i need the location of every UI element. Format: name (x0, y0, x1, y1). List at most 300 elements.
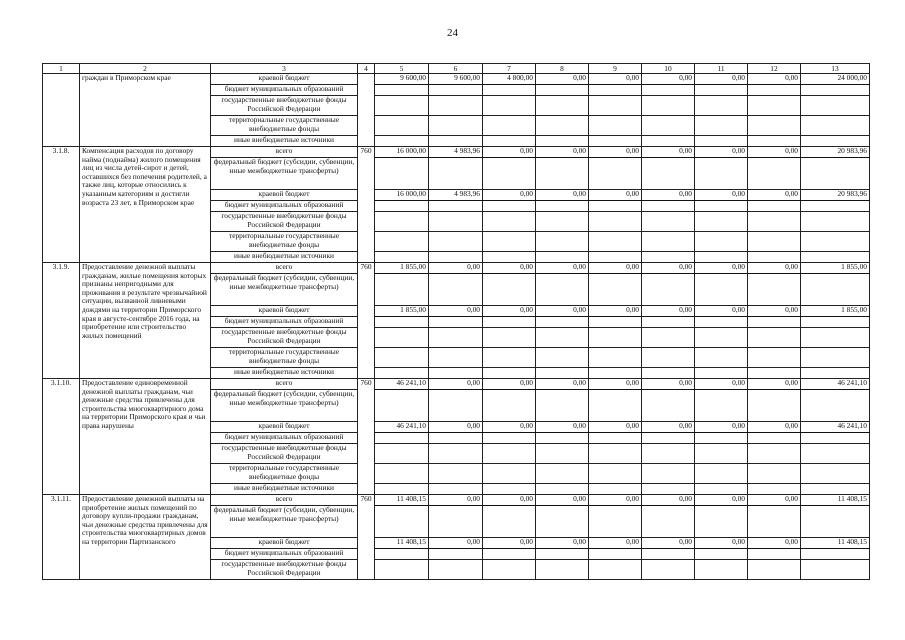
amount-cell (536, 96, 589, 116)
amount-cell: 0,00 (642, 190, 695, 201)
amount-cell: 0,00 (642, 495, 695, 506)
item-description: Предоставление денежной выплаты гражданам, жилые помещения которых признаны непригодными для проживания в результате чрезвычайной ситуации, вызванной ливневыми дождями на территории Приморского края в августе-сентябре 2016 года, на приобретение или строительство жилых помещений (80, 263, 211, 379)
amount-cell: 0,00 (748, 190, 801, 201)
amount-cell: 0,00 (483, 263, 536, 274)
amount-cell (483, 328, 536, 348)
grbs-code: 760 (358, 379, 375, 495)
amount-cell (801, 506, 870, 538)
column-number: 10 (642, 64, 695, 74)
table-row (43, 495, 870, 506)
amount-cell: 0,00 (748, 263, 801, 274)
amount-cell (801, 85, 870, 96)
funding-source: краевой бюджет (211, 306, 358, 317)
amount-cell (536, 317, 589, 328)
amount-cell (375, 484, 429, 495)
amount-cell (801, 390, 870, 422)
amount-cell (375, 85, 429, 96)
amount-cell: 0,00 (483, 495, 536, 506)
amount-cell (429, 368, 483, 379)
amount-cell (483, 136, 536, 147)
amount-cell (801, 348, 870, 368)
amount-cell (801, 201, 870, 212)
amount-cell (748, 212, 801, 232)
column-number: 12 (748, 64, 801, 74)
amount-cell: 0,00 (589, 495, 642, 506)
amount-cell (589, 201, 642, 212)
amount-cell (483, 549, 536, 560)
amount-cell: 16 000,00 (375, 190, 429, 201)
item-description: Компенсация расходов по договору найма (поднайма) жилого помещения лиц из числа детей-сирот и детей, оставшихся без попечения родителей, а также лиц, которые относились к указанным категориям и достигли возраста 23 лет, в Приморском крае (80, 147, 211, 263)
amount-cell: 0,00 (429, 306, 483, 317)
amount-cell: 46 241,10 (375, 422, 429, 433)
amount-cell: 0,00 (642, 306, 695, 317)
item-code: 3.1.10. (43, 379, 80, 495)
column-number: 11 (695, 64, 748, 74)
amount-cell (483, 390, 536, 422)
amount-cell: 0,00 (536, 147, 589, 158)
amount-cell (536, 464, 589, 484)
amount-cell: 1 855,00 (801, 306, 870, 317)
funding-source: территориальные государственные внебюджетные фонды (211, 116, 358, 136)
amount-cell (642, 464, 695, 484)
funding-source: иные внебюджетные источники (211, 368, 358, 379)
amount-cell (695, 506, 748, 538)
amount-cell (748, 328, 801, 348)
column-number: 3 (211, 64, 358, 74)
amount-cell (642, 252, 695, 263)
amount-cell (801, 444, 870, 464)
amount-cell (695, 201, 748, 212)
amount-cell (483, 317, 536, 328)
amount-cell (748, 201, 801, 212)
amount-cell: 0,00 (695, 379, 748, 390)
amount-cell (748, 274, 801, 306)
column-number: 4 (358, 64, 375, 74)
amount-cell (642, 506, 695, 538)
amount-cell (429, 464, 483, 484)
item-description: Предоставление денежной выплаты на приобретение жилых помещений по договору купли-продажи гражданам, чьи денежные средства привлечены для строительства многоквартирных домов на территории Партизанского (80, 495, 211, 580)
amount-cell (429, 484, 483, 495)
amount-cell (375, 212, 429, 232)
amount-cell: 4 800,00 (483, 74, 536, 85)
amount-cell (589, 232, 642, 252)
funding-source: всего (211, 263, 358, 274)
amount-cell (589, 348, 642, 368)
table-row (43, 379, 870, 390)
amount-cell (429, 201, 483, 212)
amount-cell (695, 390, 748, 422)
amount-cell (642, 96, 695, 116)
amount-cell (695, 116, 748, 136)
amount-cell (429, 444, 483, 464)
amount-cell: 46 241,10 (801, 422, 870, 433)
amount-cell (589, 484, 642, 495)
amount-cell (375, 96, 429, 116)
table-row (43, 263, 870, 274)
amount-cell (536, 328, 589, 348)
amount-cell (642, 201, 695, 212)
amount-cell (589, 328, 642, 348)
amount-cell (375, 549, 429, 560)
amount-cell (801, 116, 870, 136)
amount-cell (589, 368, 642, 379)
funding-source: краевой бюджет (211, 422, 358, 433)
funding-source: территориальные государственные внебюджетные фонды (211, 348, 358, 368)
amount-cell (429, 85, 483, 96)
amount-cell (642, 274, 695, 306)
amount-cell: 0,00 (642, 74, 695, 85)
amount-cell: 0,00 (748, 422, 801, 433)
amount-cell (642, 390, 695, 422)
amount-cell (748, 252, 801, 263)
amount-cell: 0,00 (748, 495, 801, 506)
amount-cell (375, 328, 429, 348)
amount-cell (483, 560, 536, 580)
amount-cell: 0,00 (695, 422, 748, 433)
column-number: 13 (801, 64, 870, 74)
page-number: 24 (447, 27, 458, 39)
amount-cell: 4 983,96 (429, 190, 483, 201)
amount-cell (748, 506, 801, 538)
header-row (43, 64, 870, 74)
amount-cell: 4 983,96 (429, 147, 483, 158)
amount-cell (483, 444, 536, 464)
amount-cell (536, 549, 589, 560)
column-number: 5 (375, 64, 429, 74)
grbs-code: 760 (358, 147, 375, 263)
amount-cell (375, 444, 429, 464)
amount-cell (642, 136, 695, 147)
funding-source: территориальные государственные внебюджетные фонды (211, 232, 358, 252)
amount-cell (801, 232, 870, 252)
amount-cell: 0,00 (695, 538, 748, 549)
amount-cell (695, 368, 748, 379)
amount-cell: 0,00 (748, 379, 801, 390)
amount-cell (801, 368, 870, 379)
amount-cell: 11 408,15 (375, 495, 429, 506)
funding-source: краевой бюджет (211, 538, 358, 549)
amount-cell (695, 85, 748, 96)
amount-cell (748, 116, 801, 136)
amount-cell (589, 85, 642, 96)
amount-cell (642, 232, 695, 252)
amount-cell (375, 348, 429, 368)
amount-cell: 0,00 (483, 306, 536, 317)
amount-cell: 0,00 (483, 379, 536, 390)
amount-cell: 0,00 (536, 306, 589, 317)
amount-cell (483, 484, 536, 495)
amount-cell (695, 348, 748, 368)
amount-cell (801, 136, 870, 147)
amount-cell: 0,00 (483, 147, 536, 158)
amount-cell: 0,00 (695, 74, 748, 85)
amount-cell: 0,00 (536, 263, 589, 274)
amount-cell (429, 549, 483, 560)
amount-cell (483, 96, 536, 116)
funding-source: иные внебюджетные источники (211, 252, 358, 263)
amount-cell: 11 408,15 (801, 495, 870, 506)
amount-cell (429, 433, 483, 444)
amount-cell (375, 390, 429, 422)
amount-cell (429, 232, 483, 252)
amount-cell: 0,00 (429, 495, 483, 506)
amount-cell (589, 158, 642, 190)
amount-cell (695, 274, 748, 306)
amount-cell (589, 390, 642, 422)
amount-cell (748, 96, 801, 116)
amount-cell (536, 348, 589, 368)
amount-cell (695, 549, 748, 560)
amount-cell: 0,00 (536, 495, 589, 506)
amount-cell (801, 96, 870, 116)
amount-cell: 0,00 (429, 379, 483, 390)
amount-cell (429, 212, 483, 232)
amount-cell (748, 444, 801, 464)
amount-cell (642, 158, 695, 190)
amount-cell (589, 96, 642, 116)
amount-cell (589, 252, 642, 263)
amount-cell: 20 983,96 (801, 147, 870, 158)
amount-cell: 46 241,10 (801, 379, 870, 390)
amount-cell (536, 85, 589, 96)
amount-cell (642, 348, 695, 368)
amount-cell (483, 506, 536, 538)
item-code: 3.1.8. (43, 147, 80, 263)
amount-cell: 0,00 (589, 147, 642, 158)
amount-cell (375, 274, 429, 306)
amount-cell (642, 116, 695, 136)
amount-cell (483, 274, 536, 306)
amount-cell (695, 232, 748, 252)
amount-cell (483, 232, 536, 252)
amount-cell (589, 212, 642, 232)
amount-cell (536, 506, 589, 538)
amount-cell: 11 408,15 (375, 538, 429, 549)
amount-cell (483, 252, 536, 263)
amount-cell (748, 136, 801, 147)
item-code (43, 74, 80, 147)
amount-cell (483, 158, 536, 190)
amount-cell (536, 274, 589, 306)
amount-cell (375, 252, 429, 263)
amount-cell: 0,00 (536, 422, 589, 433)
budget-table (42, 63, 870, 580)
funding-source: государственные внебюджетные фонды Российской Федерации (211, 444, 358, 464)
amount-cell (536, 560, 589, 580)
amount-cell (801, 464, 870, 484)
funding-source: бюджет муниципальных образований (211, 85, 358, 96)
amount-cell: 0,00 (536, 379, 589, 390)
amount-cell (483, 368, 536, 379)
amount-cell: 0,00 (589, 538, 642, 549)
amount-cell: 9 600,00 (375, 74, 429, 85)
amount-cell: 0,00 (429, 263, 483, 274)
amount-cell (536, 368, 589, 379)
amount-cell (642, 433, 695, 444)
amount-cell (748, 464, 801, 484)
amount-cell (748, 484, 801, 495)
table-body (43, 64, 870, 580)
amount-cell (695, 317, 748, 328)
amount-cell: 0,00 (642, 379, 695, 390)
amount-cell (536, 252, 589, 263)
amount-cell: 0,00 (483, 190, 536, 201)
amount-cell: 16 000,00 (375, 147, 429, 158)
funding-source: бюджет муниципальных образований (211, 317, 358, 328)
funding-source: государственные внебюджетные фонды Российской Федерации (211, 328, 358, 348)
amount-cell (748, 368, 801, 379)
amount-cell: 0,00 (589, 74, 642, 85)
amount-cell (695, 136, 748, 147)
amount-cell (429, 506, 483, 538)
amount-cell (748, 549, 801, 560)
amount-cell: 0,00 (536, 190, 589, 201)
amount-cell (536, 433, 589, 444)
amount-cell: 24 000,00 (801, 74, 870, 85)
amount-cell (801, 484, 870, 495)
amount-cell (589, 560, 642, 580)
amount-cell (695, 252, 748, 263)
amount-cell (375, 317, 429, 328)
amount-cell (748, 232, 801, 252)
funding-source: государственные внебюджетные фонды Российской Федерации (211, 212, 358, 232)
amount-cell (536, 232, 589, 252)
funding-source: федеральный бюджет (субсидии, субвенции, иные межбюджетные трансферты) (211, 274, 358, 306)
amount-cell (642, 560, 695, 580)
amount-cell (429, 317, 483, 328)
amount-cell (748, 85, 801, 96)
amount-cell (695, 328, 748, 348)
amount-cell: 0,00 (695, 495, 748, 506)
grbs-code (358, 74, 375, 147)
funding-source: государственные внебюджетные фонды Российской Федерации (211, 560, 358, 580)
funding-source: краевой бюджет (211, 190, 358, 201)
amount-cell (483, 433, 536, 444)
amount-cell (375, 368, 429, 379)
funding-source: всего (211, 147, 358, 158)
amount-cell (429, 328, 483, 348)
amount-cell: 0,00 (642, 538, 695, 549)
amount-cell: 0,00 (589, 379, 642, 390)
amount-cell (429, 96, 483, 116)
amount-cell: 0,00 (589, 190, 642, 201)
amount-cell (801, 317, 870, 328)
amount-cell (429, 158, 483, 190)
amount-cell (642, 444, 695, 464)
amount-cell (589, 116, 642, 136)
amount-cell (695, 444, 748, 464)
amount-cell (642, 212, 695, 232)
column-number: 2 (80, 64, 211, 74)
amount-cell (589, 136, 642, 147)
amount-cell (536, 212, 589, 232)
column-number: 8 (536, 64, 589, 74)
item-code: 3.1.9. (43, 263, 80, 379)
funding-source: государственные внебюджетные фонды Российской Федерации (211, 96, 358, 116)
amount-cell: 9 600,00 (429, 74, 483, 85)
amount-cell (429, 390, 483, 422)
amount-cell (483, 85, 536, 96)
amount-cell (483, 348, 536, 368)
amount-cell (642, 549, 695, 560)
amount-cell (748, 317, 801, 328)
amount-cell (375, 201, 429, 212)
amount-cell: 0,00 (748, 147, 801, 158)
amount-cell: 0,00 (483, 538, 536, 549)
amount-cell (748, 560, 801, 580)
amount-cell: 0,00 (695, 263, 748, 274)
amount-cell (536, 116, 589, 136)
table-row (43, 147, 870, 158)
amount-cell (695, 158, 748, 190)
amount-cell (695, 96, 748, 116)
amount-cell: 0,00 (536, 538, 589, 549)
funding-source: иные внебюджетные источники (211, 484, 358, 495)
amount-cell: 0,00 (642, 147, 695, 158)
amount-cell (375, 506, 429, 538)
funding-source: бюджет муниципальных образований (211, 433, 358, 444)
funding-source: иные внебюджетные источники (211, 136, 358, 147)
item-code: 3.1.11. (43, 495, 80, 580)
funding-source: всего (211, 379, 358, 390)
funding-source: федеральный бюджет (субсидии, субвенции, иные межбюджетные трансферты) (211, 390, 358, 422)
amount-cell (695, 484, 748, 495)
amount-cell (429, 252, 483, 263)
funding-source: краевой бюджет (211, 74, 358, 85)
amount-cell (483, 212, 536, 232)
amount-cell (642, 328, 695, 348)
amount-cell (536, 201, 589, 212)
amount-cell: 0,00 (748, 306, 801, 317)
amount-cell: 0,00 (429, 422, 483, 433)
amount-cell (748, 433, 801, 444)
amount-cell (801, 274, 870, 306)
amount-cell (483, 464, 536, 484)
amount-cell: 1 855,00 (375, 263, 429, 274)
column-number: 9 (589, 64, 642, 74)
amount-cell: 0,00 (483, 422, 536, 433)
column-number: 1 (43, 64, 80, 74)
amount-cell (642, 368, 695, 379)
amount-cell (429, 116, 483, 136)
amount-cell: 1 855,00 (375, 306, 429, 317)
amount-cell: 0,00 (748, 74, 801, 85)
amount-cell (642, 317, 695, 328)
amount-cell (429, 274, 483, 306)
table-row (43, 74, 870, 85)
amount-cell: 0,00 (642, 422, 695, 433)
amount-cell: 20 983,96 (801, 190, 870, 201)
grbs-code: 760 (358, 495, 375, 580)
item-description: Предоставление единовременной денежной выплаты гражданам, чьи денежные средства привлечены для строительства многоквартирного дома на территории Приморского края и чьи права нарушены (80, 379, 211, 495)
amount-cell (642, 85, 695, 96)
amount-cell (642, 484, 695, 495)
amount-cell (748, 390, 801, 422)
amount-cell (695, 433, 748, 444)
amount-cell (801, 158, 870, 190)
amount-cell (429, 136, 483, 147)
amount-cell (695, 212, 748, 232)
amount-cell (483, 201, 536, 212)
amount-cell (801, 252, 870, 263)
column-number: 7 (483, 64, 536, 74)
amount-cell (589, 549, 642, 560)
amount-cell: 0,00 (748, 538, 801, 549)
amount-cell (375, 560, 429, 580)
amount-cell (589, 317, 642, 328)
amount-cell: 11 408,15 (801, 538, 870, 549)
amount-cell (589, 433, 642, 444)
